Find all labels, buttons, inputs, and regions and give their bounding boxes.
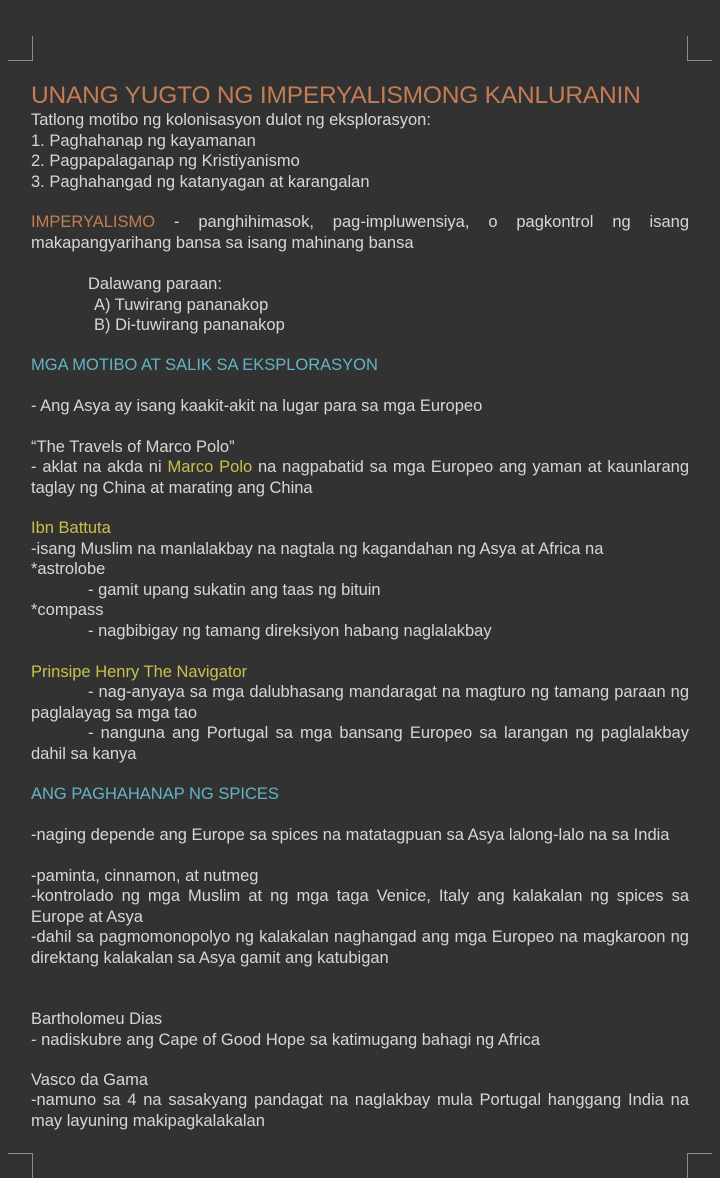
marco-polo-text-post: na nagpabatid sa mga Europeo ang yaman at kaunlarang taglay ng China at marating ang China (31, 458, 690, 497)
paraan-item: B) Di-tuwirang pananakop (94, 316, 285, 334)
intro-item: 1. Paghahanap ng kayamanan (31, 131, 256, 150)
intro-item: 3. Paghahangad ng katanyagan at karangalan (31, 172, 370, 191)
astrolobe-term: *astrolobe (31, 560, 106, 578)
paraan-item: A) Tuwirang pananakop (94, 295, 269, 314)
marco-polo-description (31, 457, 689, 498)
spices-paragraph-2: -paminta, cinnamon, at nutmeg (31, 867, 259, 885)
astrolobe-description: - gamit upang sukatin ang taas ng bituin (88, 580, 381, 599)
intro-heading: Tatlong motibo ng kolonisasyon dulot ng eksplorasyon: (31, 111, 431, 129)
ibn-battuta-description: -isang Muslim na manlalakbay na nagtala ng kagandahan ng Asya at Africa na (31, 539, 604, 558)
asya-line: - Ang Asya ay isang kaakit-akit na lugar para sa mga Europeo (31, 397, 483, 415)
intro-section (31, 110, 689, 192)
henry-name: Prinsipe Henry The Navigator (31, 663, 248, 681)
page-corner-mark-top-right (687, 36, 712, 61)
compass-term: *compass (31, 601, 104, 619)
ibn-battuta-section (31, 518, 689, 641)
gama-description: -namuno sa 4 na sasakyang pandagat na naglakbay mula Portugal hanggang India na may layuning makipagkalakalan (31, 1091, 689, 1130)
dias-name: Bartholomeu Dias (31, 1010, 163, 1028)
gama-name: Vasco da Gama (31, 1071, 149, 1089)
motibo-heading: MGA MOTIBO AT SALIK SA EKSPLORASYON (31, 356, 378, 374)
paraan-list (31, 274, 689, 336)
document-title: UNANG YUGTO NG IMPERYALISMONG KANLURANIN (31, 82, 641, 109)
imperyalismo-definition (31, 212, 689, 253)
marco-polo-text-pre: - aklat na akda ni (31, 458, 168, 476)
spices-heading: ANG PAGHAHANAP NG SPICES (31, 785, 279, 803)
imperyalismo-term: IMPERYALISMO (31, 213, 156, 231)
henry-line-1: - nag-anyaya sa mga dalubhasang mandaragat na magturo ng tamang paraan ng paglalayag sa mga tao (31, 683, 689, 722)
paraan-heading: Dalawang paraan: (88, 275, 222, 293)
spices-paragraph-1: -naging depende ang Europe sa spices na matatagpuan sa Asya lalong-lalo na sa India (31, 826, 670, 844)
dias-description: - nadiskubre ang Cape of Good Hope sa katimugang bahagi ng Africa (31, 1030, 541, 1049)
intro-item: 2. Pagpapalaganap ng Kristiyanismo (31, 152, 300, 170)
imperyalismo-text: - panghihimasok, pag-impluwensiya, o pagkontrol ng isang makapangyarihang bansa sa isang mahinang bansa (31, 213, 689, 252)
spices-paragraph-4: -dahil sa pagmomonopolyo ng kalakalan naghangad ang mga Europeo na magkaroon ng direktang kalakalan sa Asya gamit ang katubigan (31, 928, 689, 967)
page-corner-mark-top-left (8, 36, 33, 61)
henry-line-2: - nanguna ang Portugal sa mga bansang Europeo sa larangan ng paglalakbay dahil sa kanya (31, 724, 689, 763)
marco-polo-name: Marco Polo (167, 458, 253, 476)
spices-paragraph-3: -kontrolado ng mga Muslim at ng mga taga Venice, Italy ang kalakalan ng spices sa Europe at Asya (31, 887, 689, 926)
compass-description: - nagbibigay ng tamang direksiyon habang naglalakbay (88, 621, 492, 640)
dias-section (31, 1009, 689, 1050)
marco-polo-book-title: “The Travels of Marco Polo” (31, 438, 235, 456)
ibn-battuta-name: Ibn Battuta (31, 519, 111, 537)
